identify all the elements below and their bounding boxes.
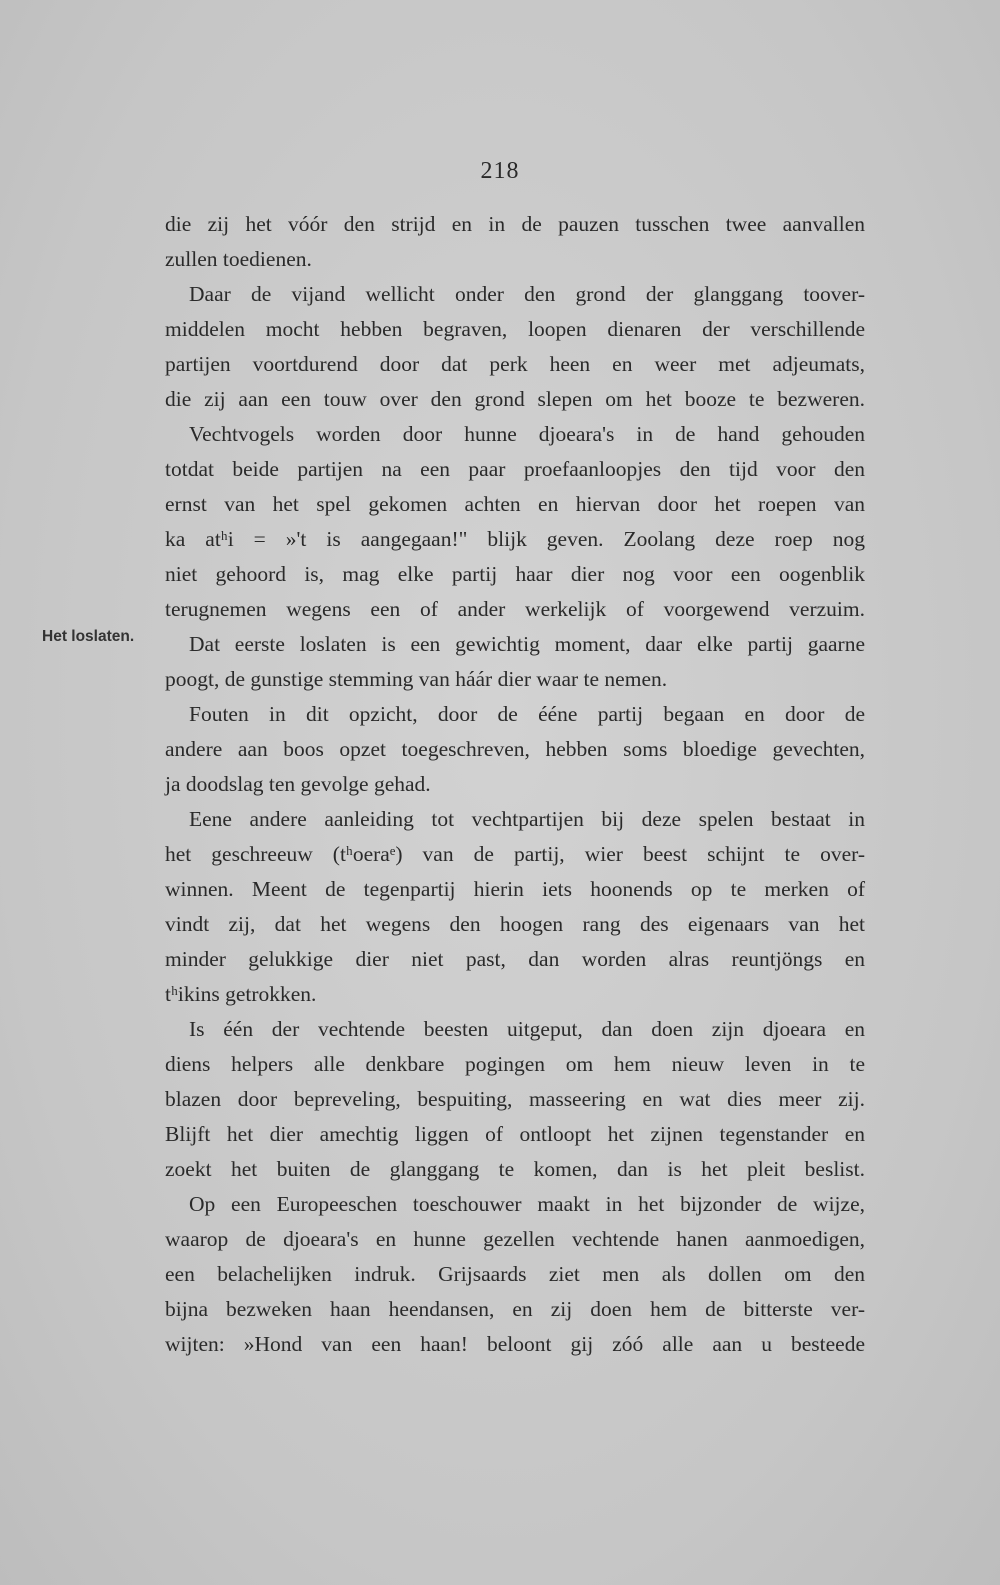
text-line: zoekt het buiten de glanggang te komen, dan is het pleit beslist. bbox=[165, 1157, 865, 1181]
text-line: diens helpers alle denkbare pogingen om hem nieuw leven in te bbox=[165, 1052, 865, 1076]
margin-note: Het loslaten. bbox=[42, 628, 135, 645]
text-line: ja doodslag ten gevolge gehad. bbox=[165, 772, 431, 796]
text-line: terugnemen wegens een of ander werkelijk of voorgewend verzuim. bbox=[165, 597, 865, 621]
text-line: Eene andere aanleiding tot vechtpartijen bij deze spelen bestaat in bbox=[189, 807, 865, 831]
text-line: bijna bezweken haan heendansen, en zij doen hem de bitterste ver- bbox=[165, 1297, 865, 1321]
text-line: een belachelijken indruk. Grijsaards ziet men als dollen om den bbox=[165, 1262, 865, 1286]
text-line: blazen door bepreveling, bespuiting, masseering en wat dies meer zij. bbox=[165, 1087, 865, 1111]
text-line: Fouten in dit opzicht, door de ééne partij begaan en door de bbox=[189, 702, 865, 726]
text-line: partijen voortdurend door dat perk heen en weer met adjeumats, bbox=[165, 352, 865, 376]
text-line: totdat beide partijen na een paar proefaanloopjes den tijd voor den bbox=[165, 457, 865, 481]
text-line: die zij aan een touw over den grond slepen om het booze te bezweren. bbox=[165, 387, 865, 411]
text-line: wijten: »Hond van een haan! beloont gij zóó alle aan u besteede bbox=[165, 1332, 865, 1356]
text-line: ka atʰi = »'t is aangegaan!" blijk geven. Zoolang deze roep nog bbox=[165, 527, 865, 551]
page-number: 218 bbox=[480, 158, 520, 184]
text-column bbox=[165, 207, 865, 1362]
text-line: vindt zij, dat het wegens den hoogen rang des eigenaars van het bbox=[165, 912, 865, 936]
text-line: andere aan boos opzet toegeschreven, hebben soms bloedige gevechten, bbox=[165, 737, 865, 761]
text-line: die zij het vóór den strijd en in de pauzen tusschen twee aanvallen bbox=[165, 212, 865, 236]
text-line: middelen mocht hebben begraven, loopen dienaren der verschillende bbox=[165, 317, 865, 341]
text-line: winnen. Meent de tegenpartij hierin iets hoonends op te merken of bbox=[165, 877, 865, 901]
text-line: Blijft het dier amechtig liggen of ontloopt het zijnen tegenstander en bbox=[165, 1122, 865, 1146]
text-line: Daar de vijand wellicht onder den grond der glanggang toover- bbox=[189, 282, 865, 306]
text-line: Dat eerste loslaten is een gewichtig moment, daar elke partij gaarne bbox=[189, 632, 865, 656]
text-line: Is één der vechtende beesten uitgeput, dan doen zijn djoeara en bbox=[189, 1017, 865, 1041]
text-line: waarop de djoeara's en hunne gezellen vechtende hanen aanmoedigen, bbox=[165, 1227, 865, 1251]
text-line: Vechtvogels worden door hunne djoeara's in de hand gehouden bbox=[189, 422, 865, 446]
text-line: tʰikins getrokken. bbox=[165, 982, 317, 1006]
text-line: niet gehoord is, mag elke partij haar dier nog voor een oogenblik bbox=[165, 562, 865, 586]
text-line: Op een Europeeschen toeschouwer maakt in het bijzonder de wijze, bbox=[189, 1192, 865, 1216]
text-line: ernst van het spel gekomen achten en hiervan door het roepen van bbox=[165, 492, 865, 516]
text-line: minder gelukkige dier niet past, dan worden alras reuntjöngs en bbox=[165, 947, 865, 971]
text-line: zullen toedienen. bbox=[165, 247, 312, 271]
text-line: het geschreeuw (tʰoeraᵉ) van de partij, wier beest schijnt te over- bbox=[165, 842, 865, 866]
text-line: poogt, de gunstige stemming van háár dier waar te nemen. bbox=[165, 667, 668, 691]
